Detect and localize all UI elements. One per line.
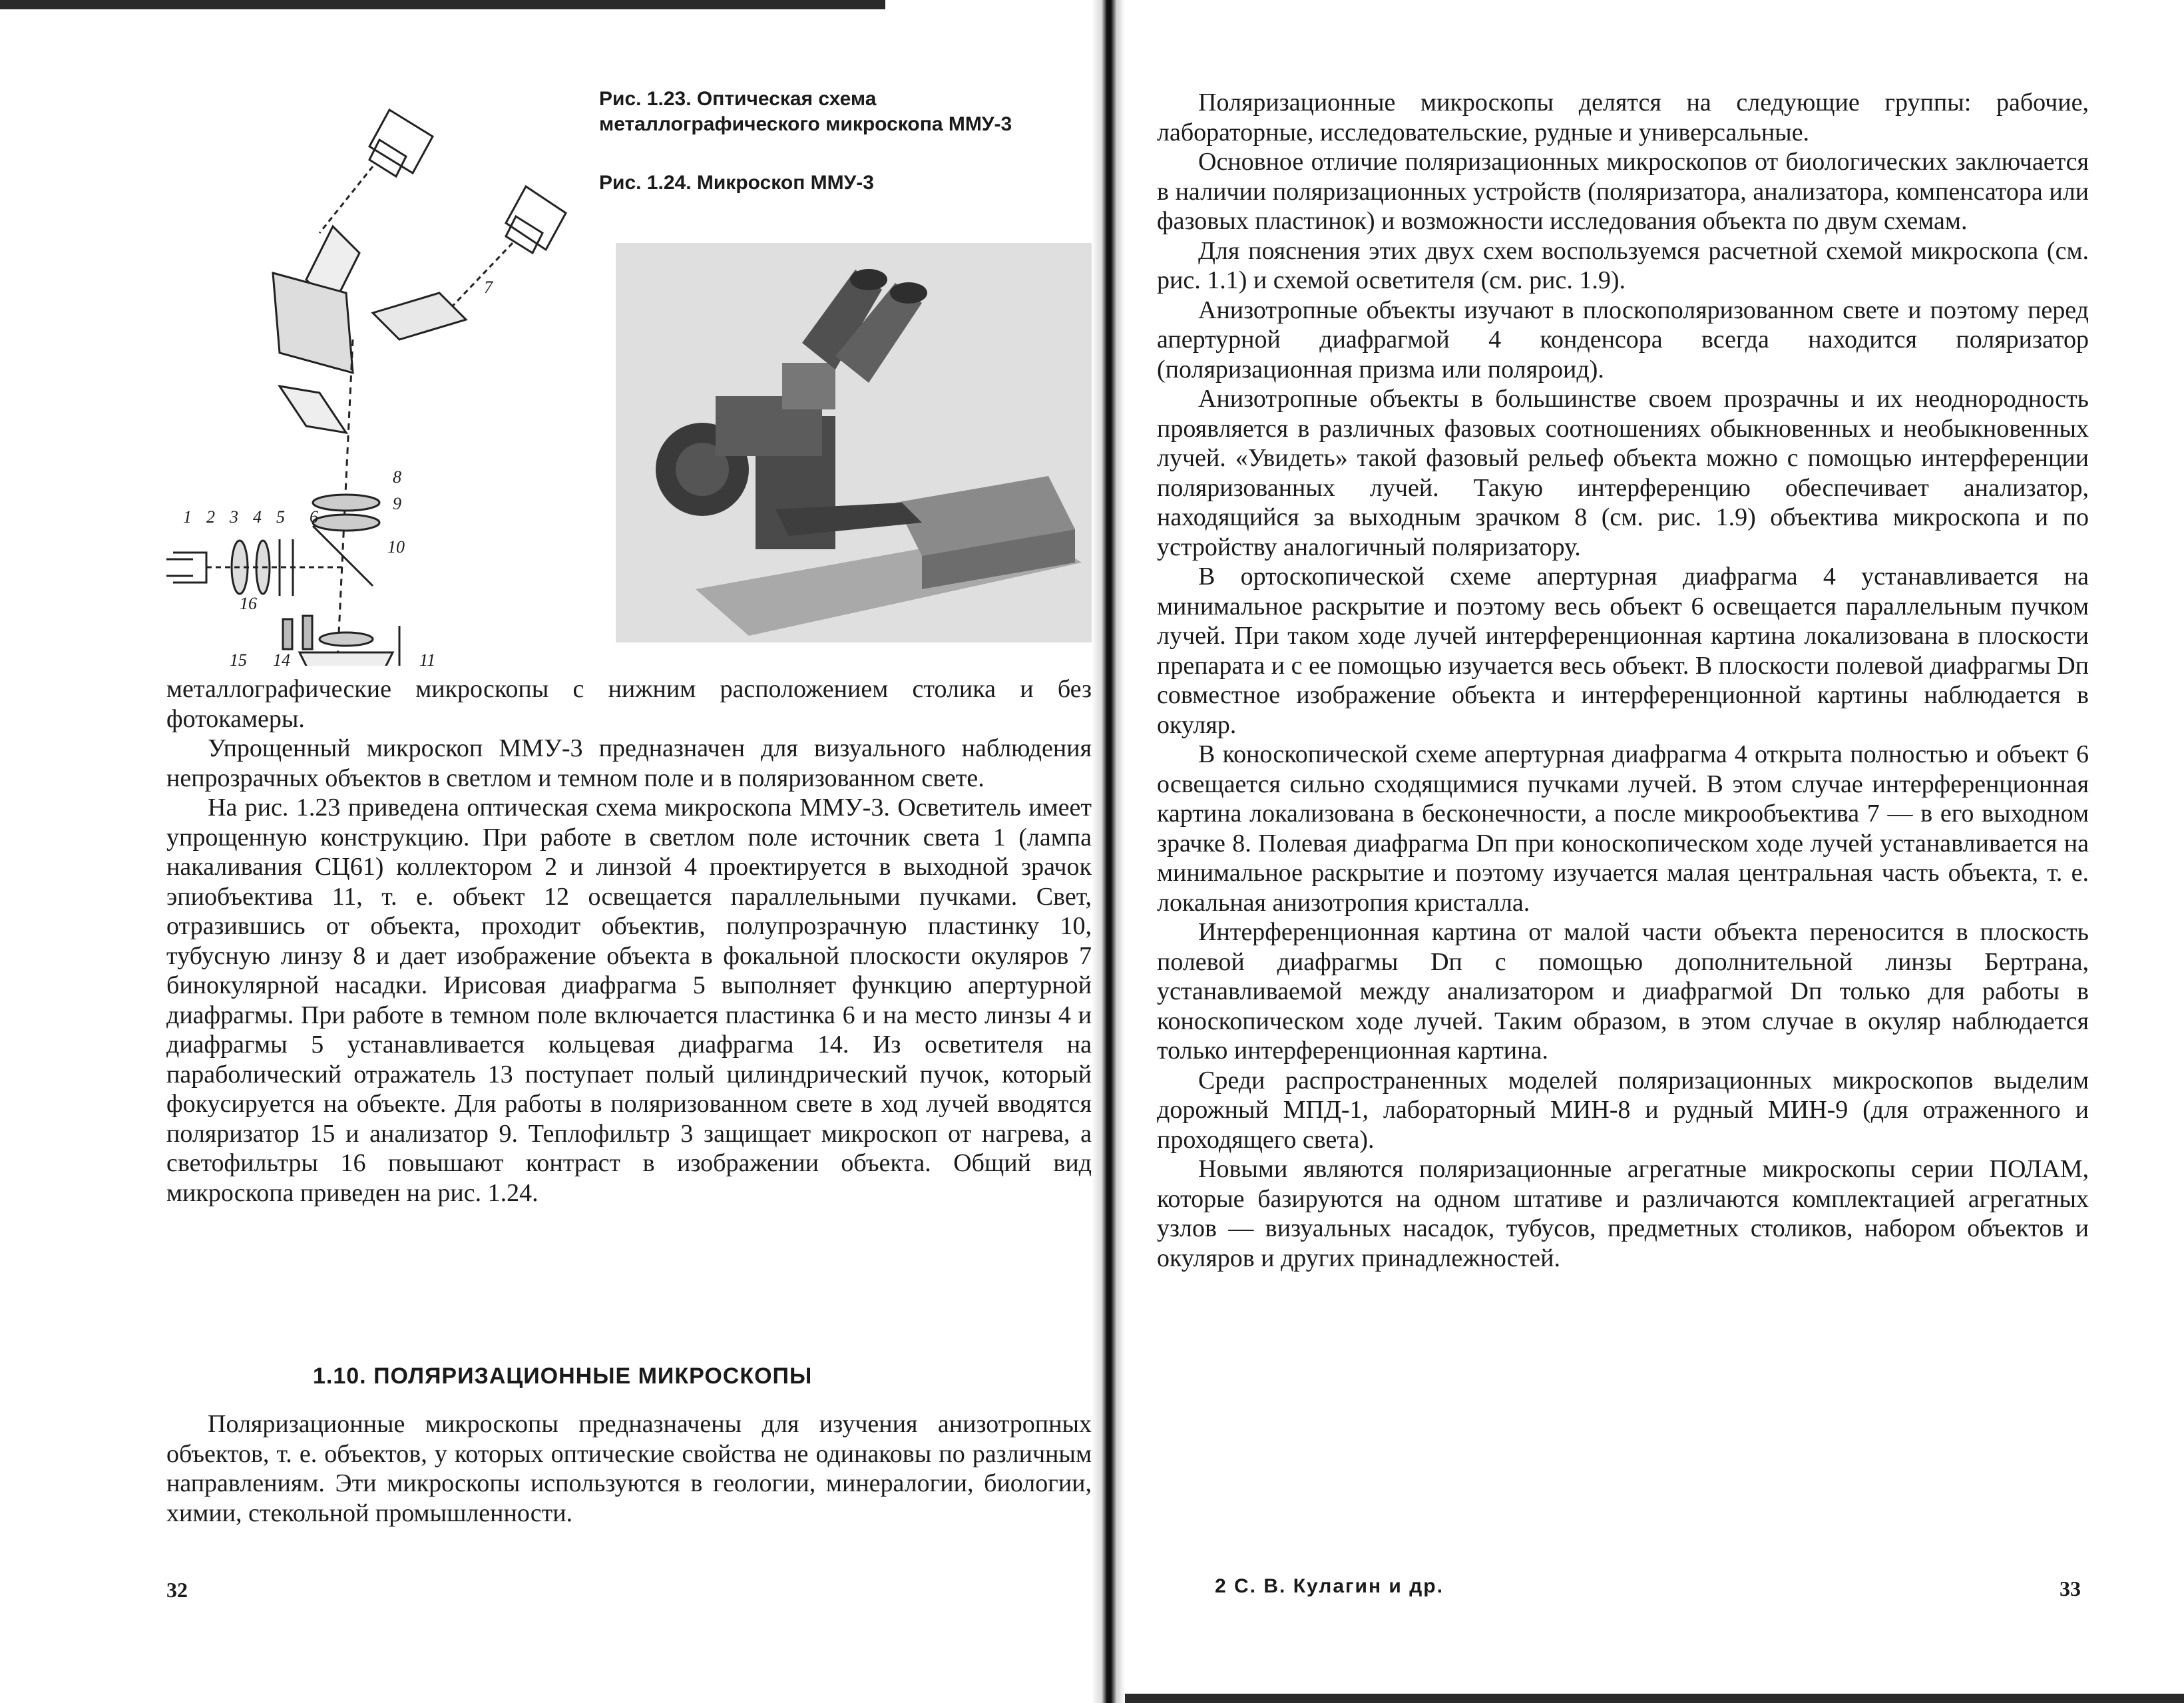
eyepiece-right bbox=[506, 186, 566, 253]
left-text-bottom bbox=[166, 1409, 1092, 1528]
optical-scheme-figure bbox=[153, 93, 586, 666]
eyepiece-left bbox=[369, 110, 433, 176]
microscope-photo bbox=[616, 243, 1095, 642]
svg-text:5: 5 bbox=[276, 507, 285, 527]
svg-text:7: 7 bbox=[484, 278, 493, 297]
right-text bbox=[1157, 88, 2089, 1273]
paragraph: Поляризационные микроскопы предназначены для изучения анизотропных объектов, т. е. объектов, у которых оптические свойства не одинаковы по различным направлениям. Эти микроскопы используются в геологии, минералогии, биологии, химии, стекольной промышленности. bbox=[166, 1410, 1092, 1527]
paragraph: Упрощенный микроскоп ММУ-3 предназначен для визуального наблюдения непрозрачных объектов в светлом и темном поле и в поляризованном свете. bbox=[166, 734, 1092, 792]
svg-text:11: 11 bbox=[419, 650, 436, 666]
left-text-top bbox=[166, 674, 1092, 1208]
paragraph: Среди распространенных моделей поляризационных микроскопов выделим дорожный МПД-1, лабораторный МИН-8 и рудный МИН-9 (для отраженного и проходящего света). bbox=[1157, 1066, 2089, 1154]
section-heading: 1.10. ПОЛЯРИЗАЦИОННЫЕ МИКРОСКОПЫ bbox=[313, 1363, 813, 1389]
paragraph: Основное отличие поляризационных микроскопов от биологических заключается в наличии поляризационных устройств (поляризатора, анализатора, компенсатора или фазовых пластинок) и возможности исследования объекта по двум схемам. bbox=[1157, 148, 2089, 235]
paragraph: Анизотропные объекты в большинстве своем прозрачны и их неоднородность проявляется в различных фазовых соотношениях обыкновенных и необыкновенных лучей. «Увидеть» такой фазовый рельеф объекта можно с помощью интерференции поляризованных лучей. Такую интерференцию обеспечивает анализатор, находящийся за выходным зрачком 8 (см. рис. 1.9) объектива микроскопа и по устройству аналогичный поляризатору. bbox=[1157, 385, 2089, 561]
svg-text:6: 6 bbox=[310, 507, 318, 527]
svg-text:8: 8 bbox=[393, 467, 401, 487]
svg-text:1: 1 bbox=[183, 507, 192, 527]
paragraph: Для пояснения этих двух схем воспользуемся расчетной схемой микроскопа (см. рис. 1.1) и схемой осветителя (см. рис. 1.9). bbox=[1157, 236, 2089, 294]
scan-edge-bottom bbox=[1098, 1694, 2184, 1703]
svg-text:14: 14 bbox=[273, 650, 290, 666]
paragraph: Анизотропные объекты изучают в плоскополяризованном свете и поэтому перед апертурной диафрагмой 4 конденсора всегда находится поляризатор (поляризационная призма или поляроид). bbox=[1157, 296, 2089, 383]
page-number-left: 32 bbox=[166, 1578, 188, 1602]
svg-text:3: 3 bbox=[230, 507, 238, 527]
figure-1-23-caption: Рис. 1.23. Оптическая схема металлографического микроскопа ММУ-3 bbox=[599, 88, 1012, 135]
book-gutter bbox=[1092, 0, 1125, 1703]
figure-1-24-caption: Рис. 1.24. Микроскоп ММУ-3 bbox=[599, 172, 874, 194]
svg-text:9: 9 bbox=[393, 494, 401, 513]
svg-text:16: 16 bbox=[240, 594, 257, 613]
paragraph: металлографические микроскопы с нижним расположением столика и без фотокамеры. bbox=[166, 675, 1092, 733]
signature-footnote: 2 С. В. Кулагин и др. bbox=[1215, 1575, 1444, 1597]
svg-text:2: 2 bbox=[206, 507, 215, 527]
paragraph: В коноскопической схеме апертурная диафрагма 4 открыта полностью и объект 6 освещается сильно сходящимися пучками лучей. В этом случае интерференционная картина локализована в бесконечности, а после микрообъектива 7 — в его выходном зрачке 8. Полевая диафрагма Dп при коноскопическом ходе лучей устанавливается на минимальное раскрытие и поэтому изучается малая центральная часть объекта, т. е. локальная анизотропия кристалла. bbox=[1157, 740, 2089, 917]
svg-text:15: 15 bbox=[230, 650, 247, 666]
paragraph: Интерференционная картина от малой части объекта переносится в плоскость полевой диафрагмы Dп с помощью дополнительной линзы Бертрана, устанавливаемой между анализатором и диафрагмой Dп только для работы в коноскопическом ходе лучей. Таким образом, в этом случае в окуляр наблюдается только интерференционная картина. bbox=[1157, 918, 2089, 1065]
paragraph: В ортоскопической схеме апертурная диафрагма 4 устанавливается на минимальное раскрытие и поэтому весь объект 6 освещается параллельным пучком лучей. При таком ходе лучей интерференционная картина локализована в плоскости препарата и с ее помощью изучается весь объект. В плоскости полевой диафрагмы Dп совместное изображение объекта и интерференционной картины наблюдается в окуляр. bbox=[1157, 563, 2089, 739]
svg-text:4: 4 bbox=[253, 507, 262, 527]
page-number-right: 33 bbox=[2060, 1577, 2081, 1600]
paragraph: Новыми являются поляризационные агрегатные микроскопы серии ПОЛАМ, которые базируются на одном штативе и различаются комплектацией агрегатных узлов — визуальных насадок, тубусов, предметных столиков, набором объектов и окуляров и других принадлежностей. bbox=[1157, 1155, 2089, 1272]
paragraph: На рис. 1.23 приведена оптическая схема микроскопа ММУ-3. Осветитель имеет упрощенную конструкцию. При работе в светлом поле источник света 1 (лампа накаливания СЦ61) коллектором 2 и линзой 4 проектируется в выходной зрачок эпиобъектива 11, т. е. объект 12 освещается параллельными пучками. Свет, отразившись от объекта, проходит объектив, полупрозрачную пластинку 10, тубусную линзу 8 и дает изображение объекта в фокальной плоскости окуляров 7 бинокулярной насадки. Ирисовая диафрагма 5 выполняет функцию апертурной диафрагмы. При работе в темном поле включается пластинка 6 и на место линзы 4 и диафрагмы 5 устанавливается кольцевая диафрагма 14. Из осветителя на параболический отражатель 13 поступает полый цилиндрический пучок, который фокусируется на объекте. Для работы в поляризованном свете в ход лучей вводятся поляризатор 15 и анализатор 9. Теплофильтр 3 защищает микроскоп от нагрева, а светофильтры 16 повышают контраст в изображении объекта. Общий вид микроскопа приведен на рис. 1.24. bbox=[166, 794, 1092, 1207]
paragraph: Поляризационные микроскопы делятся на следующие группы: рабочие, лабораторные, исследовательские, рудные и универсальные. bbox=[1157, 89, 2089, 146]
svg-text:10: 10 bbox=[387, 537, 405, 557]
